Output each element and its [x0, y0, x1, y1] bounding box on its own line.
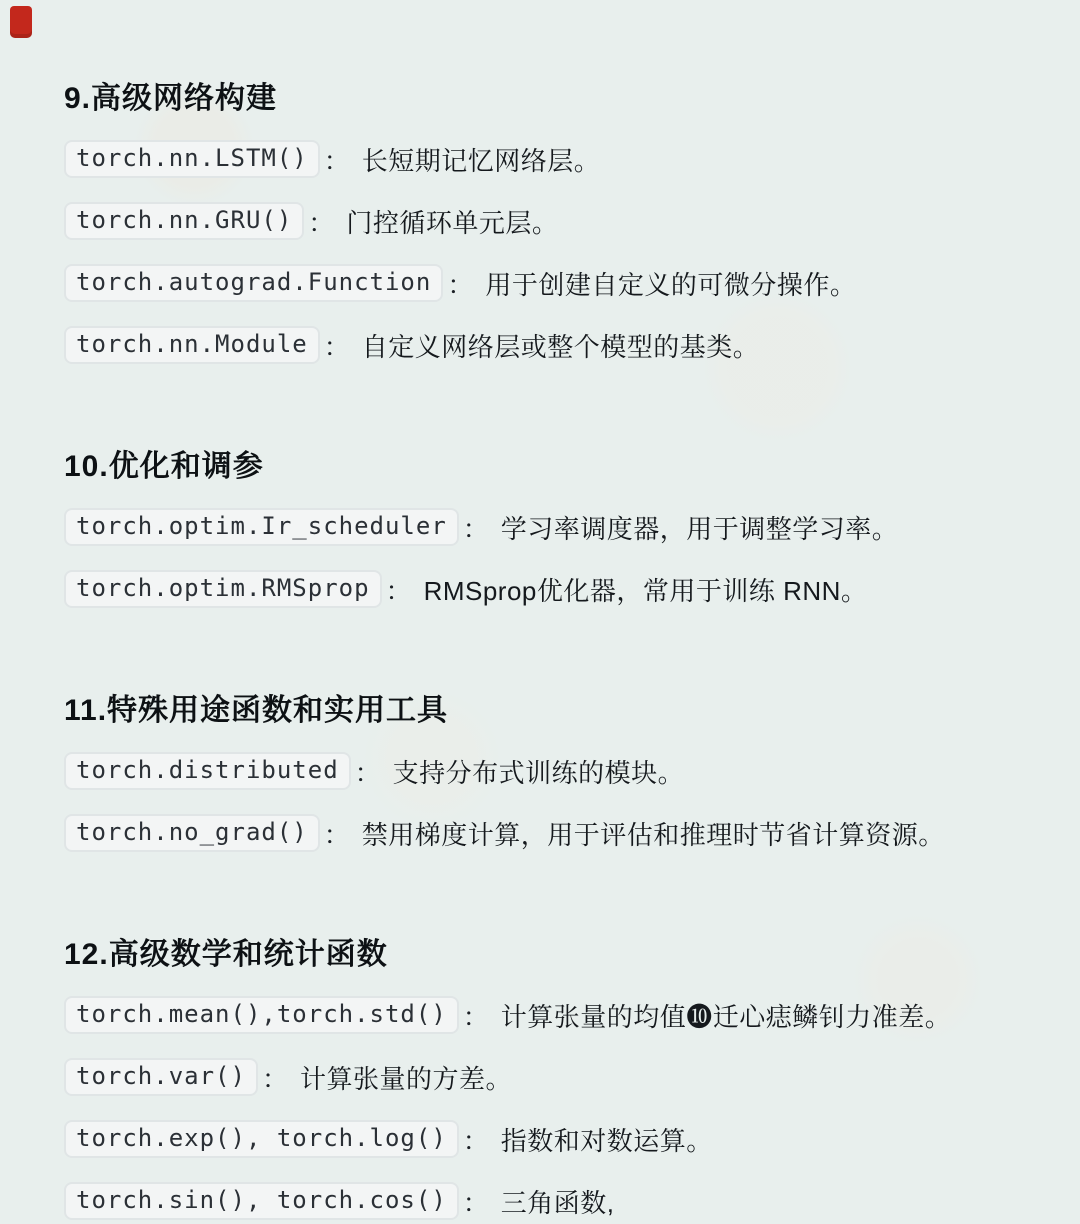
colon-separator: ： — [447, 269, 474, 300]
code-chip: torch.autograd.Function — [64, 264, 443, 302]
section-title: 9.高级网络构建 — [64, 82, 278, 115]
section-10 — [64, 450, 1040, 608]
api-row — [64, 996, 1040, 1034]
section-title: 12.高级数学和统计函数 — [64, 938, 388, 971]
section-title: 11.特殊用途函数和实用工具 — [64, 694, 449, 727]
api-description: 禁用梯度计算，用于评估和推理时节省计算资源。 — [361, 819, 945, 850]
api-description: 长短期记忆网络层。 — [361, 145, 601, 176]
api-description: 学习率调度器，用于调整学习率。 — [500, 513, 899, 544]
api-description: 计算张量的方差。 — [299, 1063, 512, 1094]
colon-separator: ： — [462, 1125, 489, 1156]
api-description: 三角函数, — [500, 1187, 615, 1218]
api-row — [64, 1182, 1040, 1220]
api-row — [64, 508, 1040, 546]
section-12 — [64, 938, 1040, 1220]
api-description: 门控循环单元层。 — [346, 207, 559, 238]
code-chip: torch.sin(), torch.cos() — [64, 1182, 459, 1220]
api-row — [64, 570, 1040, 608]
colon-separator: ： — [462, 1187, 489, 1218]
colon-separator: ： — [462, 513, 489, 544]
api-row — [64, 140, 1040, 178]
api-description: 指数和对数运算。 — [500, 1125, 713, 1156]
code-chip: torch.var() — [64, 1058, 258, 1096]
code-chip: torch.distributed — [64, 752, 351, 790]
colon-separator: ： — [323, 145, 350, 176]
code-chip: torch.nn.Module — [64, 326, 320, 364]
red-mark-icon — [10, 6, 32, 38]
code-chip: torch.optim.Ir_scheduler — [64, 508, 459, 546]
api-row — [64, 814, 1040, 852]
api-description: 计算张量的均值❿迁心痣鳞钊力准差。 — [500, 1001, 952, 1032]
api-row — [64, 1120, 1040, 1158]
section-11 — [64, 694, 1040, 852]
colon-separator: ： — [261, 1063, 288, 1094]
colon-separator: ： — [354, 757, 381, 788]
api-description: 自定义网络层或整个模型的基类。 — [361, 331, 760, 362]
colon-separator: ： — [462, 1001, 489, 1032]
code-chip: torch.nn.GRU() — [64, 202, 304, 240]
colon-separator: ： — [308, 207, 335, 238]
api-description: 用于创建自定义的可微分操作。 — [485, 269, 857, 300]
code-chip: torch.nn.LSTM() — [64, 140, 320, 178]
api-row — [64, 1058, 1040, 1096]
api-row — [64, 752, 1040, 790]
section-9 — [64, 82, 1040, 364]
code-chip: torch.exp(), torch.log() — [64, 1120, 459, 1158]
api-description: 支持分布式训练的模块。 — [392, 757, 685, 788]
colon-separator: ： — [385, 575, 412, 606]
api-row — [64, 326, 1040, 364]
api-row — [64, 202, 1040, 240]
colon-separator: ： — [323, 331, 350, 362]
code-chip: torch.no_grad() — [64, 814, 320, 852]
code-chip: torch.optim.RMSprop — [64, 570, 382, 608]
api-row — [64, 264, 1040, 302]
code-chip: torch.mean(),torch.std() — [64, 996, 459, 1034]
colon-separator: ： — [323, 819, 350, 850]
section-title: 10.优化和调参 — [64, 450, 264, 483]
api-description: RMSprop优化器，常用于训练 RNN。 — [423, 575, 868, 606]
